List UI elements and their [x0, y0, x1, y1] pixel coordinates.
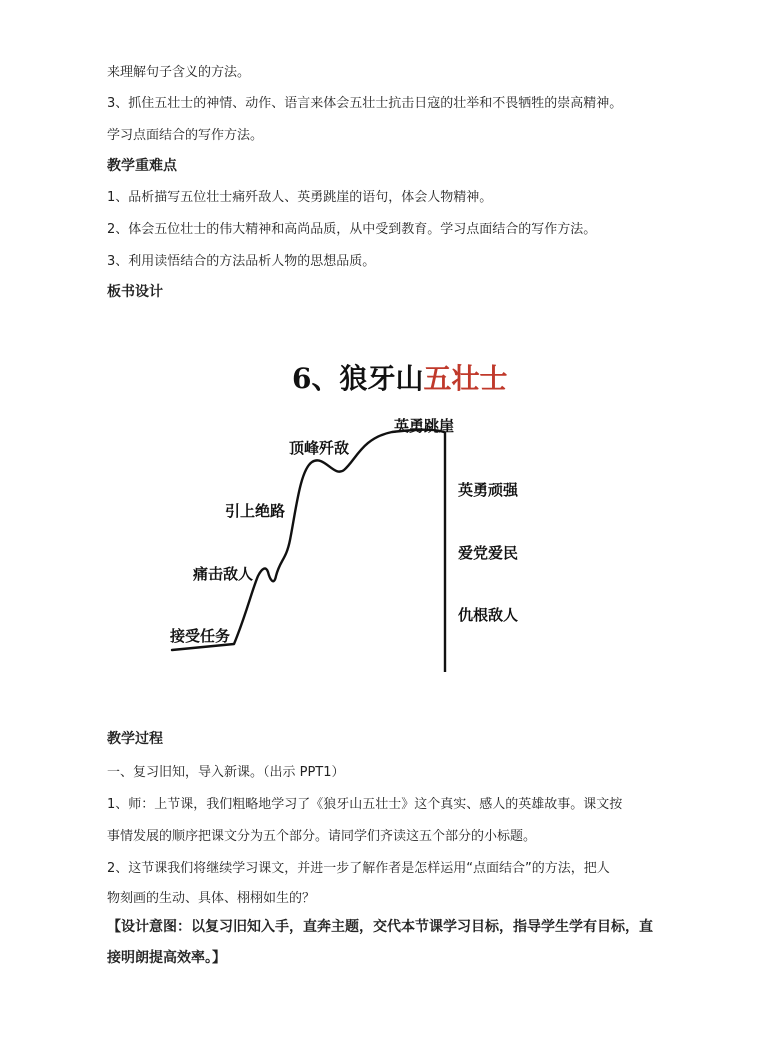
- quality-label-hate-enemy: 仇根敌人: [458, 606, 519, 624]
- text-line: 来理解句子含义的方法。: [107, 65, 251, 80]
- board-title-red: 五壮士: [423, 362, 508, 395]
- text-line: 事情发展的顺序把课文分为五个部分。请同学们齐读这五个部分的小标题。: [107, 829, 537, 844]
- design-intent-line: 接明朗提高效率。】: [107, 950, 226, 966]
- quality-label-brave: 英勇顽强: [458, 481, 519, 499]
- stage-label-lead-to-deadend: 引上绝路: [225, 502, 286, 520]
- stage-label-strike-enemy: 痛击敌人: [193, 565, 254, 583]
- stage-label-accept-task: 接受任务: [170, 627, 231, 645]
- section-heading-process: 教学过程: [107, 731, 163, 747]
- section-heading-board-design: 板书设计: [107, 284, 163, 300]
- text-line: 3、利用读悟结合的方法品析人物的思想品质。: [107, 254, 376, 269]
- board-title: [292, 362, 508, 395]
- story-progress-curve: [172, 430, 444, 650]
- text-line: 2、这节课我们将继续学习课文，并进一步了解作者是怎样运用“点面结合”的方法，把人: [107, 861, 610, 876]
- text-line: 学习点面结合的写作方法。: [107, 128, 264, 143]
- text-line: 3、抓住五壮士的神情、动作、语言来体会五壮士抗击日寇的壮举和不畏牺牲的崇高精神。: [107, 96, 623, 111]
- text-line: 一、复习旧知，导入新课。（出示 PPT1）: [107, 765, 345, 780]
- section-heading-key-points: 教学重难点: [107, 158, 177, 174]
- quality-label-love-party-people: 爱党爱民: [458, 544, 519, 562]
- design-intent-line: 【设计意图：以复习旧知入手，直奔主题，交代本节课学习目标，指导学生学有目标，直: [107, 919, 653, 935]
- text-line: 1、品析描写五位壮士痛歼敌人、英勇跳崖的语句，体会人物精神。: [107, 190, 493, 205]
- text-line: 物刻画的生动、具体、栩栩如生的？: [107, 891, 316, 906]
- text-line: 1、师：上节课，我们粗略地学习了《狼牙山五壮士》这个真实、感人的英雄故事。课文按: [107, 797, 623, 812]
- text-line: 2、体会五位壮士的伟大精神和高尚品质，从中受到教育。学习点面结合的写作方法。: [107, 222, 597, 237]
- stage-label-summit-annihilate: 顶峰歼敌: [289, 439, 350, 457]
- board-title-prefix: 6、狼牙山: [292, 362, 424, 395]
- stage-label-heroic-leap: 英勇跳崖: [394, 417, 455, 435]
